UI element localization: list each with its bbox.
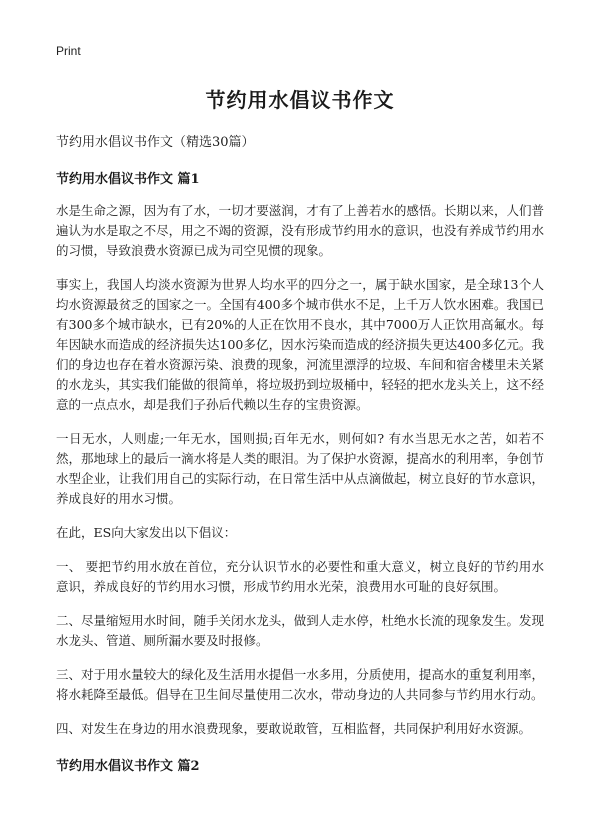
paragraph-proposal-2: 二、尽量缩短用水时间，随手关闭水龙头，做到人走水停，杜绝水长流的现象发生。发现水龙头、管道、厕所漏水要及时报修。 (56, 613, 544, 648)
document-title: 节约用水倡议书作文 (205, 88, 395, 112)
paragraph-proposal-1: 一、 要把节约用水放在首位，充分认识节水的必要性和重大意义，树立良好的节约用水意识，养成良好的节约用水习惯，形成节约用水光荣，浪费用水可耻的良好氛围。 (56, 559, 544, 594)
paragraph-intro: 水是生命之源，因为有了水，一切才要滋润，才有了上善若水的感悟。长期以来，人们普遍认为水是取之不尽，用之不竭的资源，没有形成节约用水的意识，也没有养成节约用水的习惯，导致浪费水资源已成为司空见惯的现象。 (56, 203, 544, 258)
paragraph-appeal: 一日无水，人则虚;一年无水，国则损;百年无水，则何如? 有水当思无水之苦，如若不然，那地球上的最后一滴水将是人类的眼泪。为了保护水资源，提高水的利用率，争创节水型企业，让我们用自己的实际行动，在日常生活中从点滴做起，树立良好的节水意识，养成良好的用水习惯。 (56, 431, 544, 506)
paragraph-proposal-3: 三、对于用水量较大的绿化及生活用水提倡一水多用，分质使用，提高水的重复利用率，将水耗降至最低。倡导在卫生间尽量使用二次水，带动身边的人共同参与节约用水行动。 (56, 667, 544, 702)
paragraph-proposal-intro: 在此，ES向大家发出以下倡议： (56, 525, 237, 540)
document-subtitle: 节约用水倡议书作文（精选30篇） (56, 135, 255, 150)
print-label: Print (56, 44, 81, 58)
section-heading-2: 节约用水倡议书作文 篇2 (56, 759, 200, 774)
section-heading-1: 节约用水倡议书作文 篇1 (56, 172, 200, 187)
paragraph-proposal-4: 四、对发生在身边的用水浪费现象，要敢说敢管，互相监督，共同保护利用好水资源。 (56, 721, 532, 736)
paragraph-facts: 事实上，我国人均淡水资源为世界人均水平的四分之一，属于缺水国家，是全球13个人均水资源最贫乏的国家之一。全国有400多个城市供水不足，上千万人饮水困难。我国已有300多个城市缺水，已有20%的人正在饮用不良水，其中7000万人正饮用高氟水。每年因缺水而造成的经济损失达100多亿，因水污染而造成的经济损失更达400多亿元。我们的身边也存在着水资源污染、浪费的现象，河流里漂浮的垃圾、车间和宿舍楼里未关紧的水龙头，其实我们能做的很简单，将垃圾扔到垃圾桶中，轻轻的把水龙头关上，这不经意的一点点水，却是我们子孙后代赖以生存的宝贵资源。 (56, 277, 544, 412)
